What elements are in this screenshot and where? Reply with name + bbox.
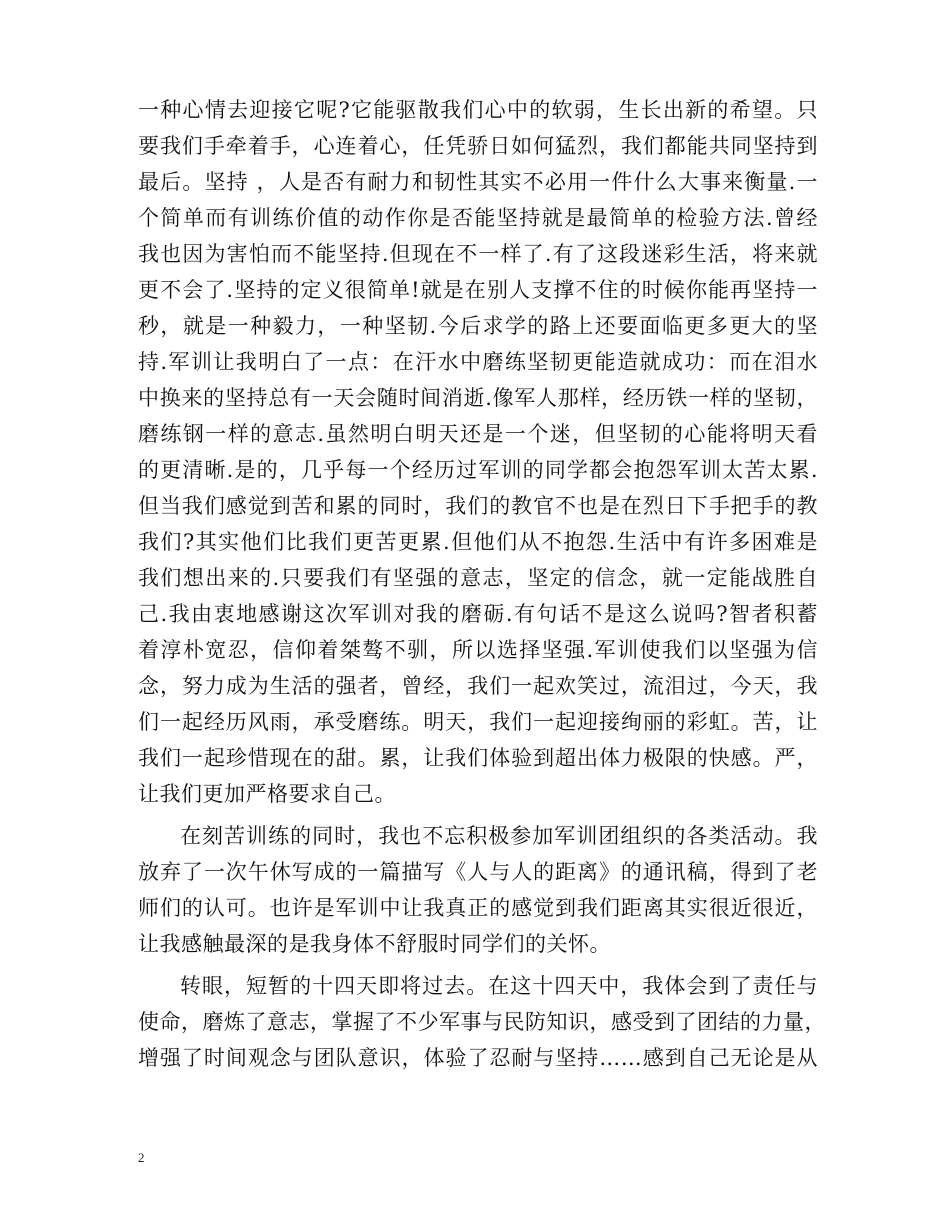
text-line: 增强了时间观念与团队意识，体验了忍耐与坚持……感到自己无论是从 <box>138 1046 818 1070</box>
text-line: 个简单而有训练价值的动作你是否能坚持就是最简单的检验方法.曾经 <box>138 206 818 230</box>
text-line: 我们想出来的.只要我们有坚强的意志，坚定的信念，就一定能战胜自 <box>138 566 818 590</box>
text-line: 师们的认可。也许是军训中让我真正的感觉到我们距离其实很近很近， <box>138 896 818 920</box>
text-line: 最后。坚持 ，人是否有耐力和韧性其实不必用一件什么大事来衡量.一 <box>138 170 818 194</box>
text-line: 中换来的坚持总有一天会随时间消逝.像军人那样，经历铁一样的坚韧， <box>138 386 818 410</box>
text-line: 要我们手牵着手，心连着心，任凭骄日如何猛烈，我们都能共同坚持到 <box>138 134 818 158</box>
text-line: 使命，磨炼了意志，掌握了不少军事与民防知识，感受到了团结的力量， <box>138 1010 826 1034</box>
text-line: 一种心情去迎接它呢?它能驱散我们心中的软弱，生长出新的希望。只 <box>138 98 818 122</box>
text-line: 着淳朴宽忍，信仰着桀骜不驯，所以选择坚强.军训使我们以坚强为信 <box>138 638 818 662</box>
text-line: 在刻苦训练的同时，我也不忘积极参加军训团组织的各类活动。我 <box>180 824 818 848</box>
text-line: 我也因为害怕而不能坚持.但现在不一样了.有了这段迷彩生活，将来就 <box>138 242 818 266</box>
text-line: 己.我由衷地感谢这次军训对我的磨砺.有句话不是这么说吗?智者积蓄 <box>138 602 818 626</box>
paragraph-3 <box>138 968 826 1076</box>
text-line: 更不会了.坚持的定义很简单!就是在别人支撑不住的时候你能再坚持一 <box>138 278 818 302</box>
text-line: 转眼，短暂的十四天即将过去。在这十四天中，我体会到了责任与 <box>180 974 818 998</box>
text-line: 的更清晰.是的，几乎每一个经历过军训的同学都会抱怨军训太苦太累. <box>138 458 818 482</box>
text-line: 们一起经历风雨，承受磨练。明天，我们一起迎接绚丽的彩虹。苦，让 <box>138 710 818 734</box>
text-line: 磨练钢一样的意志.虽然明白明天还是一个迷，但坚韧的心能将明天看 <box>138 422 818 446</box>
paragraph-2 <box>138 818 818 962</box>
text-line: 但当我们感觉到苦和累的同时，我们的教官不也是在烈日下手把手的教 <box>138 494 818 518</box>
text-line: 让我感触最深的是我身体不舒服时同学们的关怀。 <box>138 932 611 956</box>
paragraph-1 <box>138 92 818 812</box>
text-line: 持.军训让我明白了一点：在汗水中磨练坚韧更能造就成功：而在泪水 <box>138 350 818 374</box>
body-text <box>138 92 826 1076</box>
page-number: 2 <box>138 1150 145 1165</box>
text-line: 我们?其实他们比我们更苦更累.但他们从不抱怨.生活中有许多困难是 <box>138 530 818 554</box>
text-line: 念，努力成为生活的强者，曾经，我们一起欢笑过，流泪过，今天，我 <box>138 674 818 698</box>
text-line: 我们一起珍惜现在的甜。累，让我们体验到超出体力极限的快感。严， <box>138 746 818 770</box>
text-line: 让我们更加严格要求自己。 <box>138 782 396 806</box>
text-line: 放弃了一次午休写成的一篇描写《人与人的距离》的通讯稿，得到了老 <box>138 860 818 884</box>
text-line: 秒，就是一种毅力，一种坚韧.今后求学的路上还要面临更多更大的坚 <box>138 314 818 338</box>
